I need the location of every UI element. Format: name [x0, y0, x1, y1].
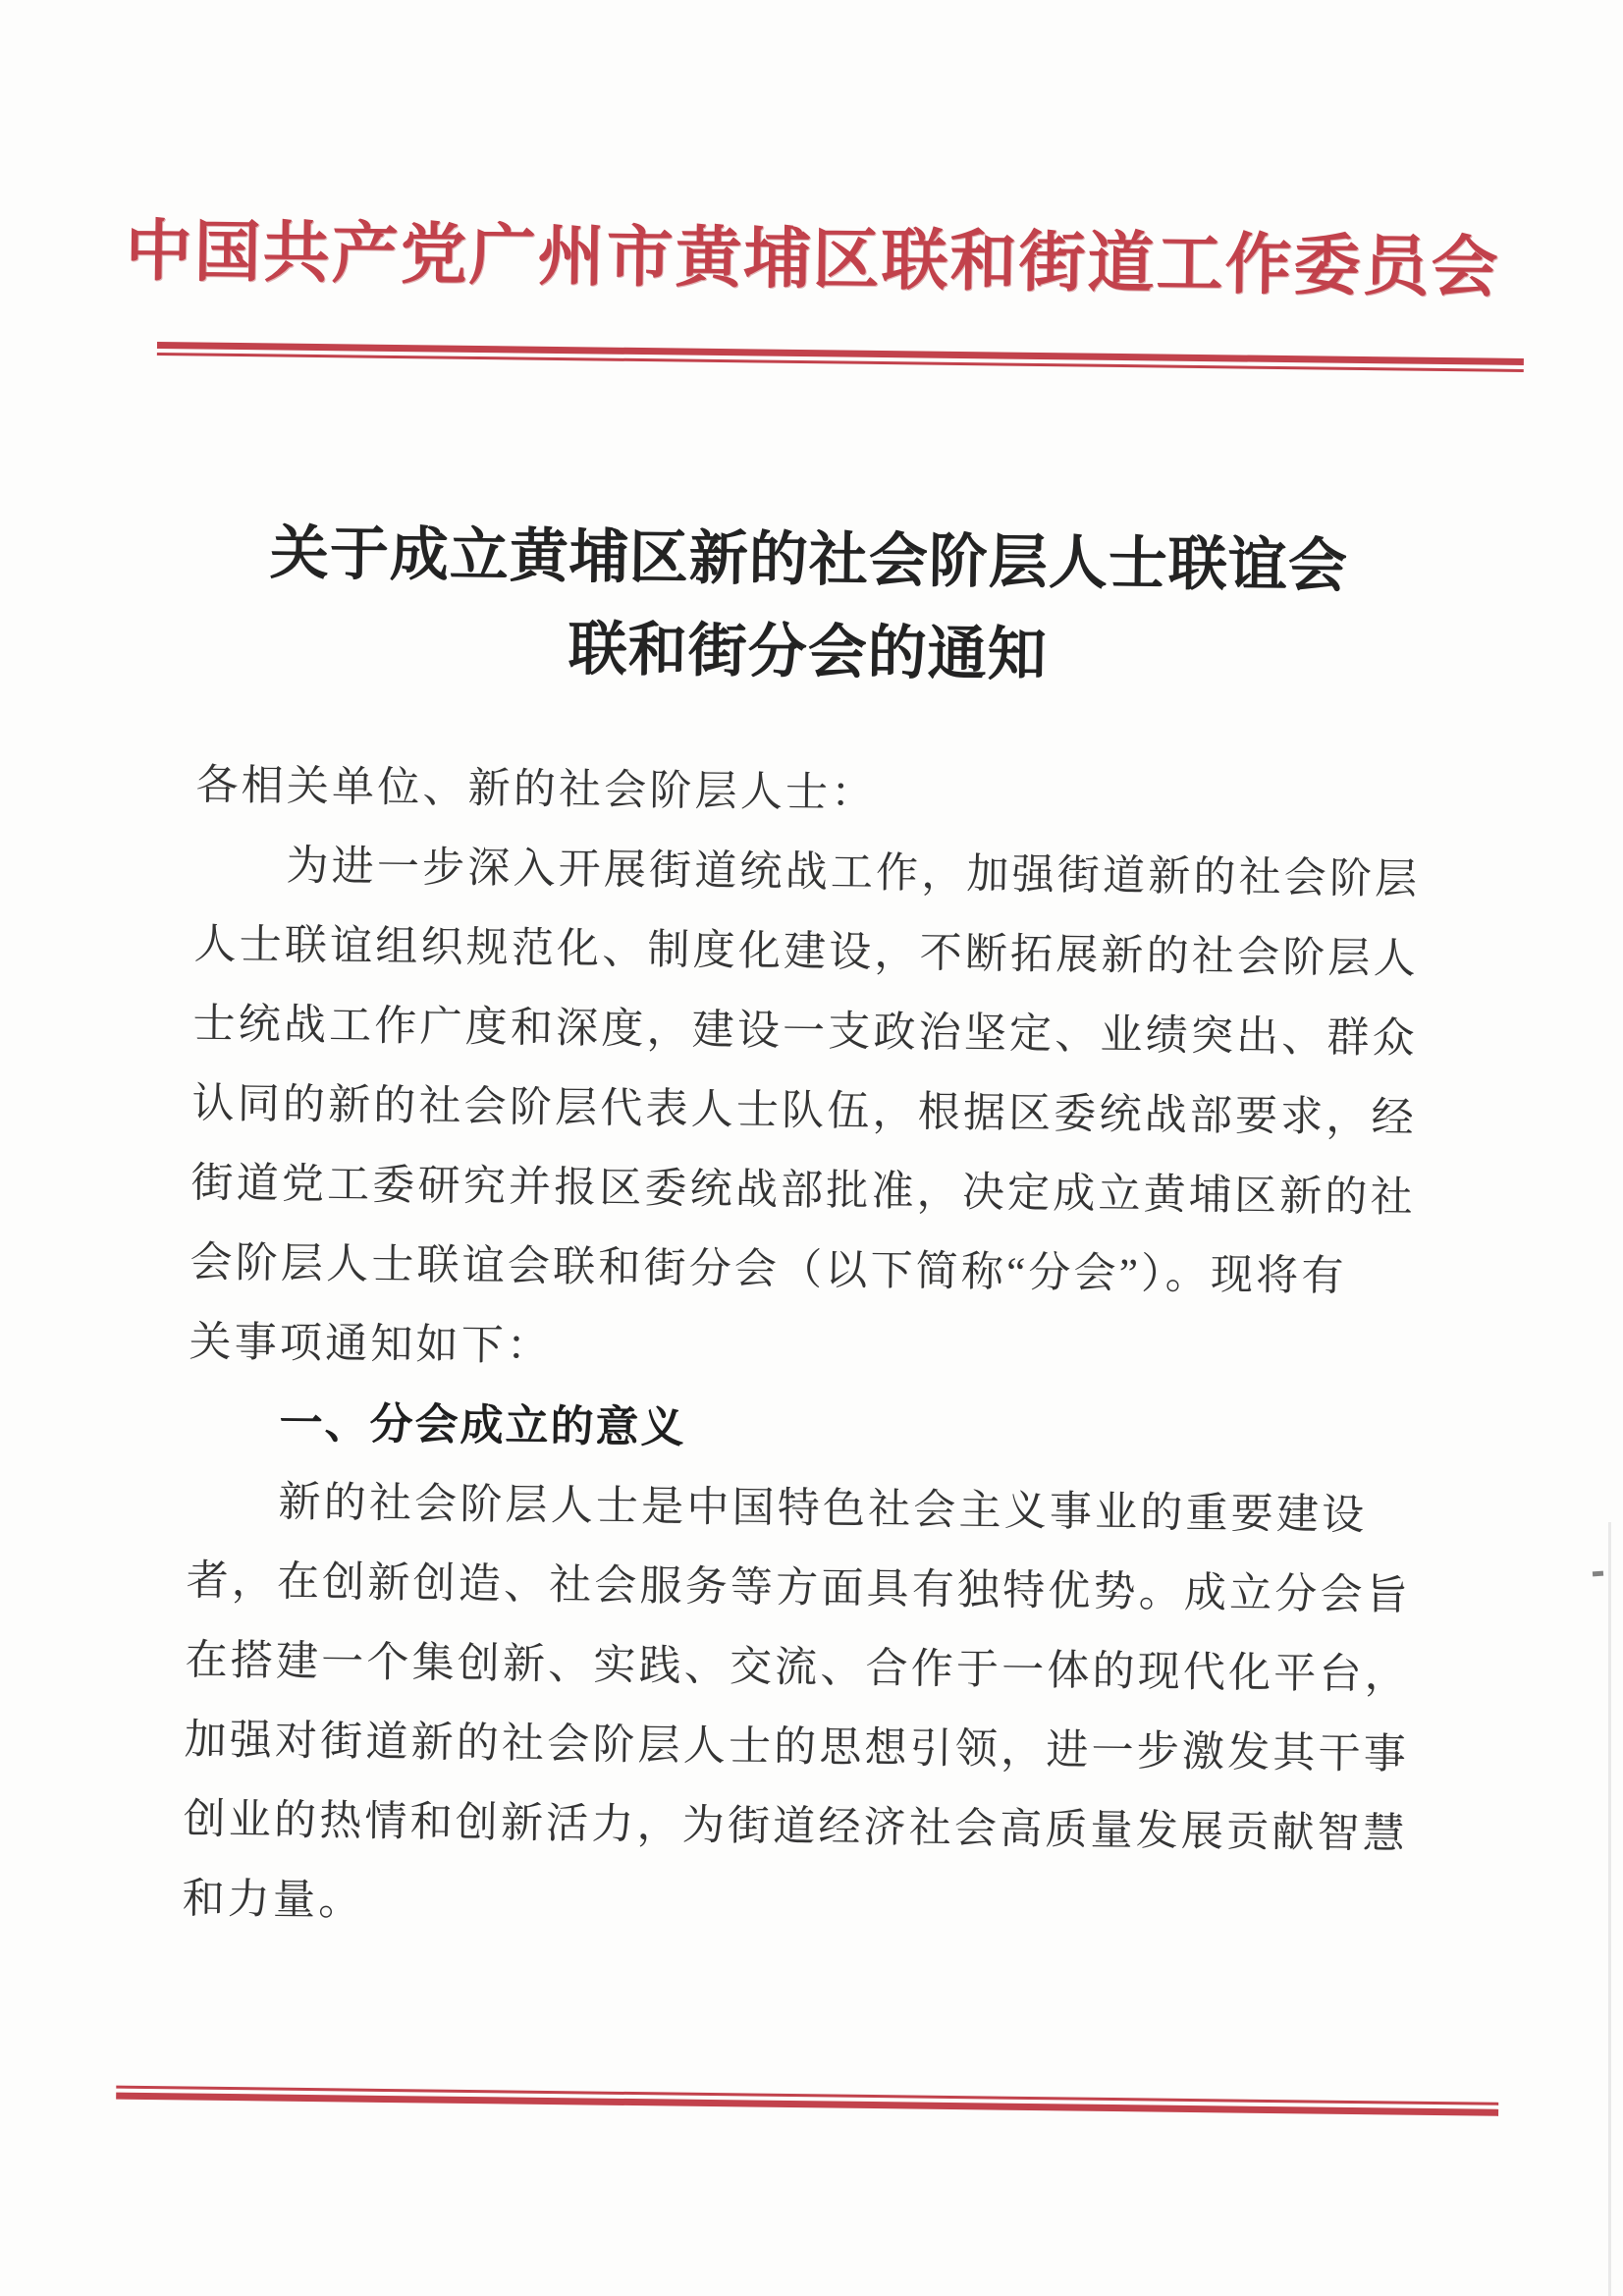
paragraph2-line-6: 和力量。 — [182, 1876, 364, 1925]
document-body — [182, 746, 1434, 1954]
paragraph1-line-4: 认同的新的社会阶层代表人士队伍，根据区委统战部要求，经 — [191, 1080, 1418, 1142]
document-title — [0, 504, 1621, 708]
footer-double-rule — [116, 2086, 1498, 2116]
document-title-line1: 关于成立黄埔区新的社会阶层人士联谊会 — [269, 520, 1349, 599]
letterhead-org-title: 中国共产党广州市黄埔区联和街道工作委员会 — [125, 213, 1501, 305]
paragraph2-line-1: 新的社会阶层人士是中国特色社会主义事业的重要建设 — [278, 1479, 1368, 1540]
paragraph2-line-5: 创业的热情和创新活力，为街道经济社会高质量发展贡献智慧 — [183, 1796, 1409, 1858]
letterhead-double-rule — [157, 342, 1524, 372]
paragraph1-line-2: 人士联谊组织规范化、制度化建设，不断拓展新的社会阶层人 — [193, 921, 1420, 983]
document-title-line2: 联和街分会的通知 — [568, 617, 1049, 688]
paragraph1-line-7: 关事项通知如下： — [189, 1319, 553, 1370]
paragraph1-line-6: 会阶层人士联谊会联和街分会（以下简称“分会”）。现将有 — [189, 1239, 1347, 1300]
salutation: 各相关单位、新的社会阶层人士： — [195, 762, 877, 817]
scan-page-edge-shadow — [1608, 1522, 1611, 2296]
paragraph2-line-3: 在搭建一个集创新、实践、交流、合作于一体的现代化平台， — [185, 1637, 1411, 1699]
section1-heading: 一、分会成立的意义 — [279, 1397, 686, 1453]
paragraph1-line-3: 士统战工作广度和深度，建设一支政治坚定、业绩突出、群众 — [192, 1001, 1419, 1063]
paragraph1-line-5: 街道党工委研究并报区委统战部批准，决定成立黄埔区新的社 — [190, 1160, 1417, 1222]
paragraph2-line-2: 者，在创新创造、社会服务等方面具有独特优势。成立分会旨 — [186, 1558, 1412, 1619]
scan-artifact-speck — [1593, 1571, 1603, 1577]
paragraph1-line-1: 为进一步深入开展街道统战工作，加强街道新的社会阶层 — [286, 843, 1421, 903]
paragraph2-line-4: 加强对街道新的社会阶层人士的思想引领，进一步激发其干事 — [184, 1717, 1410, 1778]
